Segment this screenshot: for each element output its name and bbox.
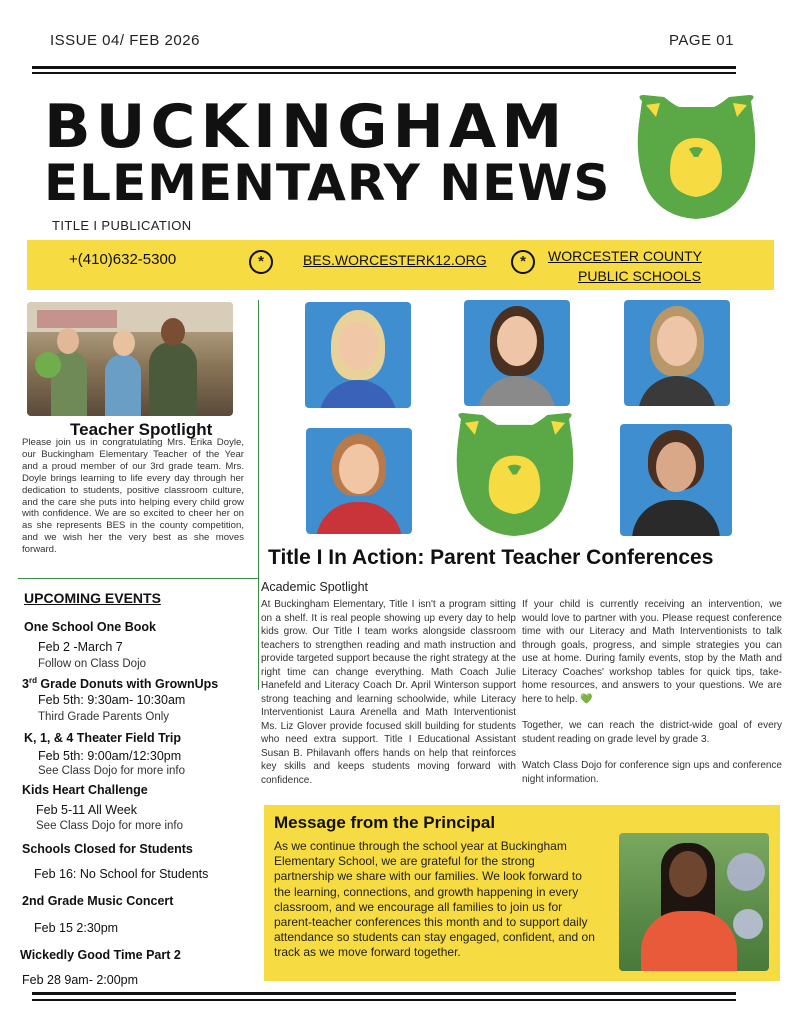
event-name: 3rd Grade Donuts with GrownUps — [22, 676, 219, 692]
website-link[interactable]: BES.WORCESTERK12.ORG — [303, 252, 487, 268]
title-one-heading: Title I In Action: Parent Teacher Conferences — [268, 546, 714, 569]
header-rule-bottom — [32, 72, 736, 74]
staff-photo — [624, 300, 730, 406]
academic-spotlight-label: Academic Spotlight — [261, 580, 369, 594]
footer-rule-top — [32, 992, 736, 995]
contact-band — [27, 240, 774, 290]
event-note: See Class Dojo for more info — [38, 765, 186, 777]
staff-photo — [305, 302, 411, 408]
phone-number[interactable]: +(410)632-5300 — [69, 251, 177, 268]
event-date: Feb 5th: 9:30am- 10:30am — [38, 693, 186, 707]
event-note: See Class Dojo for more info — [36, 820, 184, 832]
asterisk-icon: * — [511, 250, 535, 274]
event-name: One School One Book — [24, 620, 156, 634]
event-note: Follow on Class Dojo — [38, 658, 147, 670]
bear-logo-icon — [634, 93, 759, 220]
masthead-line2: ELEMENTARY NEWS — [44, 154, 611, 212]
event-date: Feb 5-11 All Week — [36, 803, 137, 817]
teacher-spotlight-text: Please join us in congratulating Mrs. Erika Doyle, our Buckingham Elementary Teacher of the Year and a proud member of our 3rd grade team. Mrs. Doyle brings learning to life every day through her dedication to students, positive classroom culture, and the care she puts into helping every child grow with confidence. We are so excited to cheer her on as she represents BES in the county competition, and we wish her the very best as she moves forward. — [22, 437, 244, 556]
teacher-spotlight-photo — [27, 302, 233, 416]
event-date: Feb 15 2:30pm — [34, 921, 119, 935]
event-name: Kids Heart Challenge — [22, 783, 148, 797]
district-link-line1[interactable]: WORCESTER COUNTY — [548, 248, 702, 264]
bear-mascot-icon — [453, 411, 577, 537]
column-divider — [258, 300, 259, 690]
header-rule-top — [32, 66, 736, 69]
principal-photo — [619, 833, 769, 971]
event-date: Feb 16: No School for Students — [34, 867, 209, 881]
district-link-line2[interactable]: PUBLIC SCHOOLS — [578, 268, 701, 284]
publication-label: TITLE I PUBLICATION — [52, 218, 192, 233]
principal-message-box — [264, 805, 780, 981]
title-one-column-2: If your child is currently receiving an intervention, we would love to partner with you. Please request conference time with our Literacy and Math Interventionists to talk through goals, progress, and simple strategies you can use at home. During family events, stop by the Math and Literacy Coaches' workshop tables for quick tips, take-home resources, and answers to your questions. We are here to help. 💚 Together, we can reach the district-wide goal of every student reading on grade level by grade 3. Watch Class Dojo for conference sign ups and conference night information. — [522, 599, 782, 785]
teacher-spotlight-title: Teacher Spotlight — [70, 420, 213, 439]
page-number: PAGE 01 — [669, 32, 734, 49]
spotlight-divider — [18, 578, 258, 579]
staff-photo — [620, 424, 732, 536]
event-date: Feb 2 -March 7 — [38, 640, 123, 654]
masthead-line1: BUCKINGHAM — [44, 92, 568, 162]
event-date: Feb 5th: 9:00am/12:30pm — [38, 749, 182, 763]
principal-message-title: Message from the Principal — [274, 813, 496, 832]
title-one-column-1: At Buckingham Elementary, Title I isn't a program sitting on a shelf. It is real people showing up every day to help kids grow. Our Title I team works alongside classroom teachers to strengthen reading and math instruction and provide targeted support because the right strategy at the right time can change everything. Math Coach Julie Hanefeld and Literacy Coach Dr. April Winterson support strong teaching and learning schoolwide, while Literacy Interventionist Laura Arenella and Math Interventionist Ms. Liz Glover provide focused skill building for students who need extra support. Title I Educational Assistant Susan B. Philavanh offers hands on help that reinforces key skills and keeps students moving forward with confidence. — [261, 599, 516, 786]
asterisk-icon: * — [249, 250, 273, 274]
issue-label: ISSUE 04/ FEB 2026 — [50, 32, 200, 49]
event-note: Third Grade Parents Only — [38, 711, 170, 723]
staff-photo — [306, 428, 412, 534]
event-name: 2nd Grade Music Concert — [22, 894, 174, 908]
upcoming-events-title: UPCOMING EVENTS — [24, 590, 161, 606]
event-date: Feb 28 9am- 2:00pm — [22, 973, 139, 987]
event-name: Wickedly Good Time Part 2 — [20, 948, 181, 962]
staff-photo — [464, 300, 570, 406]
event-name: K, 1, & 4 Theater Field Trip — [24, 731, 181, 745]
footer-rule-bottom — [32, 999, 736, 1001]
principal-message-text: As we continue through the school year at Buckingham Elementary School, we are grateful for the strong partnership we share with our families. We look forward to the learning, connections, and growth happening in every classroom, and we encourage all families to join us for parent-teacher conferences this month and to support daily attendance so students can stay engaged, confident, and on track as we move forward together. — [274, 839, 595, 960]
event-name: Schools Closed for Students — [22, 842, 193, 856]
